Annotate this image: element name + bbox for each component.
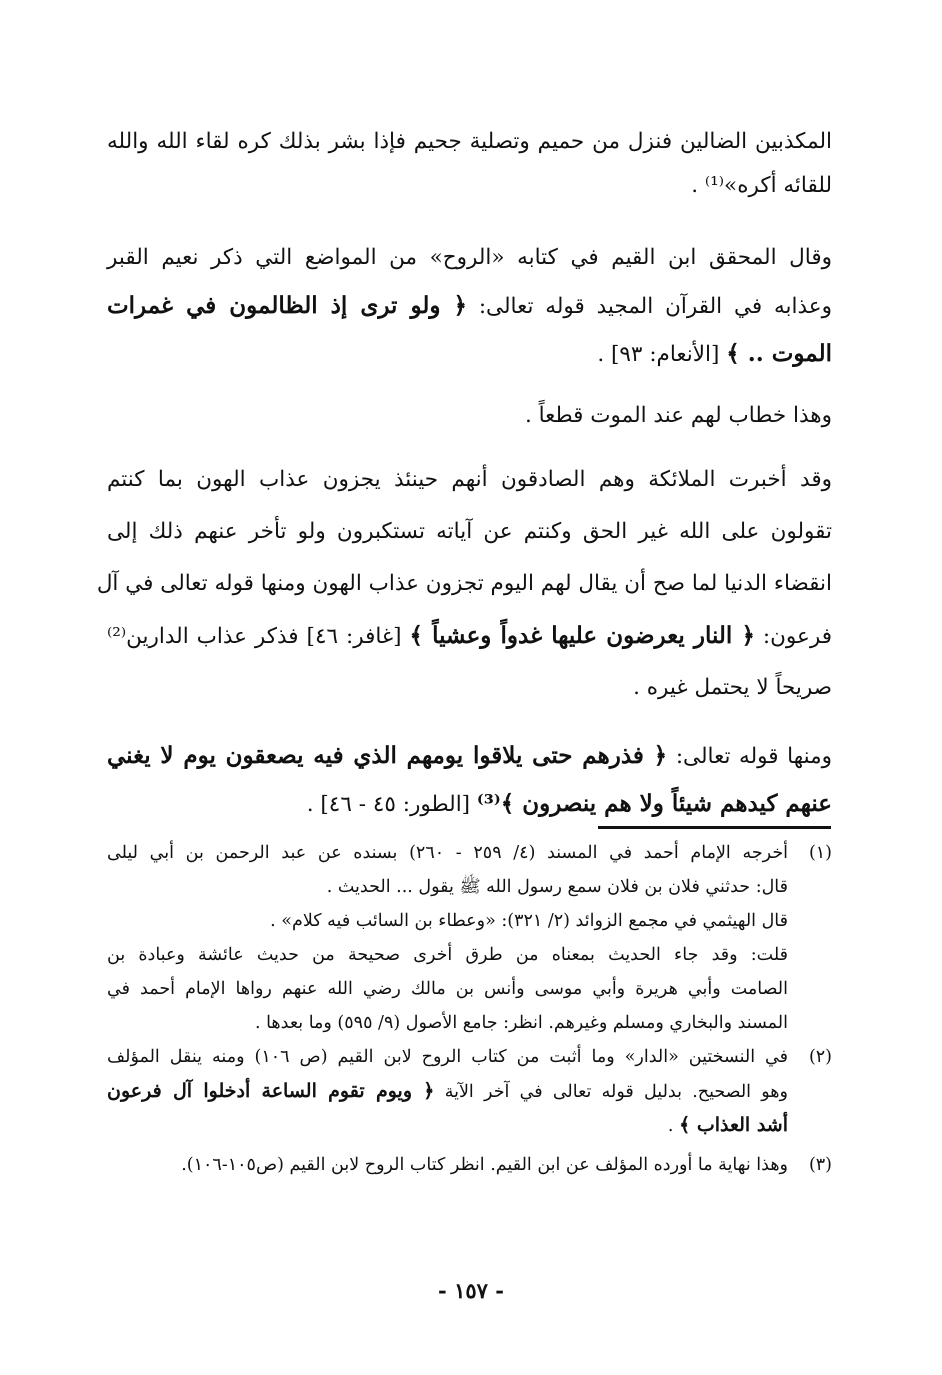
quran-verse: عنهم كيدهم شيئاً ولا هم ينصرون ﴾⁽³⁾	[476, 790, 832, 817]
footnote-2	[107, 1040, 832, 1142]
text-line: تقولون على الله غير الحق وكنتم عن آياته تستكبرون ولو تأخر عنهم ذلك إلى	[107, 519, 832, 544]
quran-verse: أشد العذاب ﴾	[679, 1114, 788, 1136]
text-line: انقضاء الدنيا لما صح أن يقال لهم اليوم تجزون عذاب الهون ومنها قوله تعالى في آل	[96, 571, 832, 596]
text-span: وهو الصحيح. بدليل قوله تعالى في آخر الآية	[444, 1082, 788, 1102]
footnote-line: قال: حدثني فلان بن فلان سمع رسول الله ﷺ يقول ... الحديث .	[326, 877, 788, 897]
text-span: فرعون:	[762, 624, 832, 649]
text-line: صريحاً لا يحتمل غيره .	[633, 675, 832, 700]
quran-verse: ﴿ ولو ترى إذ الظالمون في غمرات	[107, 292, 467, 319]
footnote-line: الصامت وأبي هريرة وأبي موسى وأنس بن مالك رضي الله عنهم رواها الإمام أحمد في	[107, 979, 788, 999]
footnote-line	[107, 1108, 788, 1142]
verse-reference: [الأنعام: ٩٣] .	[597, 342, 720, 367]
paragraph-3	[107, 392, 832, 440]
quran-verse: ﴿ النار يعرضون عليها غدواً وعشياً ﴾	[409, 622, 755, 649]
text-line: المكذبين الضالين فنزل من حميم وتصلية جحيم فإذا بشر بذلك كره لقاء الله والله	[107, 129, 832, 154]
footnote-line: وهذا نهاية ما أورده المؤلف عن ابن القيم. انظر كتاب الروح لابن القيم (ص١٠٥-١٠٦).	[181, 1155, 788, 1175]
footnote-line: قلت: وقد جاء الحديث بمعناه من طرق أخرى صحيحة من حديث عائشة وعبادة بن	[107, 945, 788, 965]
text-line	[107, 610, 832, 662]
text-line: وهذا خطاب لهم عند الموت قطعاً .	[524, 403, 832, 428]
footnote-number: (٢)	[808, 1047, 832, 1067]
paragraph-2	[107, 234, 832, 378]
page-number: - ١٥٧ -	[438, 1278, 504, 1303]
footnote-separator	[598, 826, 831, 829]
text-line	[107, 330, 832, 378]
paragraph-4	[96, 454, 832, 714]
text-span: ومنها قوله تعالى:	[675, 744, 832, 769]
text-line: للقائه أكره»⁽¹⁾ .	[691, 173, 832, 198]
footnote-line: أخرجه الإمام أحمد في المسند (٤/ ٢٥٩ - ٢٦٠) بسنده عن عبد الرحمن بن أبي ليلى	[107, 843, 788, 863]
footnote-number: (١)	[808, 843, 832, 863]
main-text	[96, 120, 832, 828]
verse-reference: [غافر: ٤٦] فذكر عذاب الدارين⁽²⁾	[107, 624, 402, 649]
footnote-number: (٣)	[808, 1155, 832, 1175]
footnote-line: قال الهيثمي في مجمع الزوائد (٢/ ٣٢١): «وعطاء بن السائب فيه كلام» .	[270, 911, 788, 931]
text-line	[107, 282, 832, 330]
text-line: وقال المحقق ابن القيم في كتابه «الروح» من المواضع التي ذكر نعيم القبر	[107, 245, 832, 270]
footnotes	[107, 836, 832, 1182]
footnote-3	[107, 1148, 832, 1182]
footnote-line: المسند والبخاري ومسلم وغيرهم. انظر: جامع الأصول (٩/ ٥٩٥) وما بعدها .	[254, 1013, 788, 1033]
quran-verse: ﴿ فذرهم حتى يلاقوا يومهم الذي فيه يصعقون يوم لا يغني	[107, 742, 668, 769]
text-line	[107, 780, 832, 828]
quran-verse: الموت .. ﴾	[726, 340, 832, 367]
text-span: وعذابه في القرآن المجيد قوله تعالى:	[478, 294, 832, 319]
text-line	[107, 732, 832, 780]
footnote-line	[107, 1074, 788, 1108]
quran-verse: ﴿ ويوم تقوم الساعة أدخلوا آل فرعون	[107, 1080, 435, 1102]
paragraph-5	[107, 732, 832, 828]
footnote-1	[107, 836, 832, 1040]
footnote-line: في النسختين «الدار» وما أثبت من كتاب الروح لابن القيم (ص ١٠٦) ومنه ينقل المؤلف	[107, 1047, 788, 1067]
text-line: وقد أخبرت الملائكة وهم الصادقون أنهم حينئذ يجزون عذاب الهون بما كنتم	[107, 467, 832, 492]
paragraph-1	[107, 120, 832, 208]
text-span: .	[667, 1116, 674, 1136]
verse-reference: [الطور: ٤٥ - ٤٦] .	[306, 792, 471, 817]
